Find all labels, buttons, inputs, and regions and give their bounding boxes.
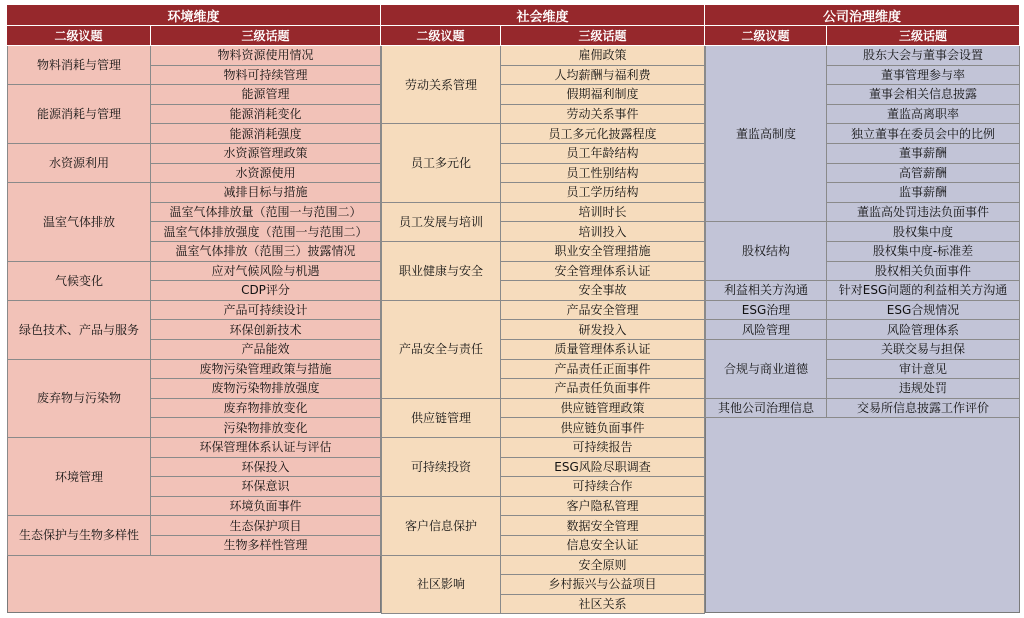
env-level3-topic: 生态保护项目 (151, 516, 381, 536)
gov-level2-topic: ESG治理 (705, 301, 827, 321)
social-level3-topic: 培训时长 (501, 203, 705, 223)
gov-level3-header: 三级话题 (827, 26, 1020, 45)
env-level2-header: 二级议题 (7, 26, 151, 45)
social-column (381, 5, 705, 613)
gov-level3-topic: 监事薪酬 (827, 183, 1020, 203)
env-level3-topic: 能源消耗强度 (151, 124, 381, 144)
social-level3-topic: 员工年龄结构 (501, 144, 705, 164)
social-level2-header: 二级议题 (381, 26, 501, 45)
social-level2-topic: 职业健康与安全 (381, 242, 501, 301)
social-level3-topic: 数据安全管理 (501, 516, 705, 536)
social-level3-topic: 假期福利制度 (501, 85, 705, 105)
gov-level2-topic: 其他公司治理信息 (705, 399, 827, 419)
social-level3-topic: 安全事故 (501, 281, 705, 301)
gov-level2-topic: 利益相关方沟通 (705, 281, 827, 301)
gov-level3-topic: 董监高处罚违法负面事件 (827, 203, 1020, 223)
gov-level3-topic: 股东大会与董事会设置 (827, 46, 1020, 66)
gov-level3-topic: 董监高离职率 (827, 105, 1020, 125)
gov-level2-header: 二级议题 (705, 26, 827, 45)
gov-level2-topic: 合规与商业道德 (705, 340, 827, 399)
env-level3-topic: 废物污染物排放强度 (151, 379, 381, 399)
env-level3-topic: 温室气体排放量（范围一与范围二） (151, 203, 381, 223)
gov-level2-topic: 风险管理 (705, 320, 827, 340)
env-level3-topic: 环保创新技术 (151, 320, 381, 340)
env-level3-topic: 环保投入 (151, 458, 381, 478)
social-level3-topic: ESG风险尽职调查 (501, 458, 705, 478)
social-level3-topic: 雇佣政策 (501, 46, 705, 66)
social-level3-topic: 产品安全管理 (501, 301, 705, 321)
social-level3-topic: 供应链管理政策 (501, 399, 705, 419)
env-level2-topic: 绿色技术、产品与服务 (7, 301, 151, 360)
env-level3-topic: 环保意识 (151, 477, 381, 497)
social-level3-topic: 质量管理体系认证 (501, 340, 705, 360)
social-level3-topic: 供应链负面事件 (501, 418, 705, 438)
esg-framework-table (7, 5, 1020, 613)
social-level2-topic: 劳动关系管理 (381, 46, 501, 124)
gov-dimension-header: 公司治理维度 (705, 5, 1020, 25)
env-column (7, 5, 381, 613)
social-level2-topic: 可持续投资 (381, 438, 501, 497)
env-level3-topic: 环保管理体系认证与评估 (151, 438, 381, 458)
env-level2-topic: 生态保护与生物多样性 (7, 516, 151, 555)
social-level3-topic: 乡村振兴与公益项目 (501, 575, 705, 595)
gov-level3-topic: 关联交易与担保 (827, 340, 1020, 360)
social-level3-topic: 员工学历结构 (501, 183, 705, 203)
env-dimension-header: 环境维度 (7, 5, 381, 25)
gov-level3-topic: ESG合规情况 (827, 301, 1020, 321)
social-level3-topic: 可持续合作 (501, 477, 705, 497)
env-level2-topic: 物料消耗与管理 (7, 46, 151, 85)
gov-level3-topic: 高管薪酬 (827, 164, 1020, 184)
gov-column (705, 5, 1020, 613)
gov-level3-topic: 交易所信息披露工作评价 (827, 399, 1020, 419)
social-level3-topic: 产品责任正面事件 (501, 360, 705, 380)
env-level3-topic: 废物污染管理政策与措施 (151, 360, 381, 380)
env-level3-header: 三级话题 (151, 26, 381, 45)
env-level3-topic: 环境负面事件 (151, 497, 381, 517)
env-level3-topic: 产品可持续设计 (151, 301, 381, 321)
social-level2-topic: 客户信息保护 (381, 497, 501, 556)
social-level2-topic: 员工发展与培训 (381, 203, 501, 242)
env-level3-topic: CDP评分 (151, 281, 381, 301)
social-level2-topic: 供应链管理 (381, 399, 501, 438)
gov-level2-topic: 董监高制度 (705, 46, 827, 222)
gov-level3-topic: 董事管理参与率 (827, 66, 1020, 86)
env-level3-topic: 水资源管理政策 (151, 144, 381, 164)
social-level3-topic: 社区关系 (501, 595, 705, 615)
gov-level3-topic: 风险管理体系 (827, 320, 1020, 340)
social-level3-topic: 人均薪酬与福利费 (501, 66, 705, 86)
social-level3-topic: 劳动关系事件 (501, 105, 705, 125)
gov-level3-topic: 违规处罚 (827, 379, 1020, 399)
env-level3-topic: 应对气候风险与机遇 (151, 262, 381, 282)
env-level3-topic: 物料可持续管理 (151, 66, 381, 86)
env-level2-topic: 水资源利用 (7, 144, 151, 183)
social-level3-topic: 员工多元化披露程度 (501, 124, 705, 144)
gov-level3-topic: 董事会相关信息披露 (827, 85, 1020, 105)
env-level2-topic: 能源消耗与管理 (7, 85, 151, 144)
env-level2-topic: 温室气体排放 (7, 183, 151, 261)
env-level2-topic: 废弃物与污染物 (7, 360, 151, 438)
env-level2-topic: 气候变化 (7, 262, 151, 301)
gov-level3-topic: 审计意见 (827, 360, 1020, 380)
env-level3-topic: 污染物排放变化 (151, 418, 381, 438)
social-level3-topic: 研发投入 (501, 320, 705, 340)
env-level3-topic: 温室气体排放强度（范围一与范围二） (151, 222, 381, 242)
social-level3-topic: 培训投入 (501, 222, 705, 242)
social-level3-topic: 信息安全认证 (501, 536, 705, 556)
social-level2-topic: 产品安全与责任 (381, 301, 501, 399)
social-level2-topic: 社区影响 (381, 556, 501, 615)
gov-level3-topic: 股权集中度 (827, 222, 1020, 242)
gov-level3-topic: 独立董事在委员会中的比例 (827, 124, 1020, 144)
gov-level3-topic: 股权集中度-标准差 (827, 242, 1020, 262)
social-level3-header: 三级话题 (501, 26, 705, 45)
gov-level3-topic: 股权相关负面事件 (827, 262, 1020, 282)
social-level3-topic: 职业安全管理措施 (501, 242, 705, 262)
env-level3-topic: 产品能效 (151, 340, 381, 360)
env-level2-topic: 环境管理 (7, 438, 151, 516)
social-level3-topic: 安全原则 (501, 556, 705, 576)
social-level3-topic: 产品责任负面事件 (501, 379, 705, 399)
env-level3-topic: 物料资源使用情况 (151, 46, 381, 66)
env-level3-topic: 温室气体排放（范围三）披露情况 (151, 242, 381, 262)
env-level3-topic: 能源管理 (151, 85, 381, 105)
social-dimension-header: 社会维度 (381, 5, 705, 25)
social-level2-topic: 员工多元化 (381, 124, 501, 202)
social-level3-topic: 可持续报告 (501, 438, 705, 458)
social-level3-topic: 客户隐私管理 (501, 497, 705, 517)
env-level3-topic: 生物多样性管理 (151, 536, 381, 556)
gov-level2-topic: 股权结构 (705, 222, 827, 281)
env-level3-topic: 减排目标与措施 (151, 183, 381, 203)
env-level3-topic: 能源消耗变化 (151, 105, 381, 125)
social-level3-topic: 安全管理体系认证 (501, 262, 705, 282)
env-level3-topic: 废弃物排放变化 (151, 399, 381, 419)
gov-level3-topic: 董事薪酬 (827, 144, 1020, 164)
gov-level3-topic: 针对ESG问题的利益相关方沟通 (827, 281, 1020, 301)
social-level3-topic: 员工性别结构 (501, 164, 705, 184)
env-level3-topic: 水资源使用 (151, 164, 381, 184)
